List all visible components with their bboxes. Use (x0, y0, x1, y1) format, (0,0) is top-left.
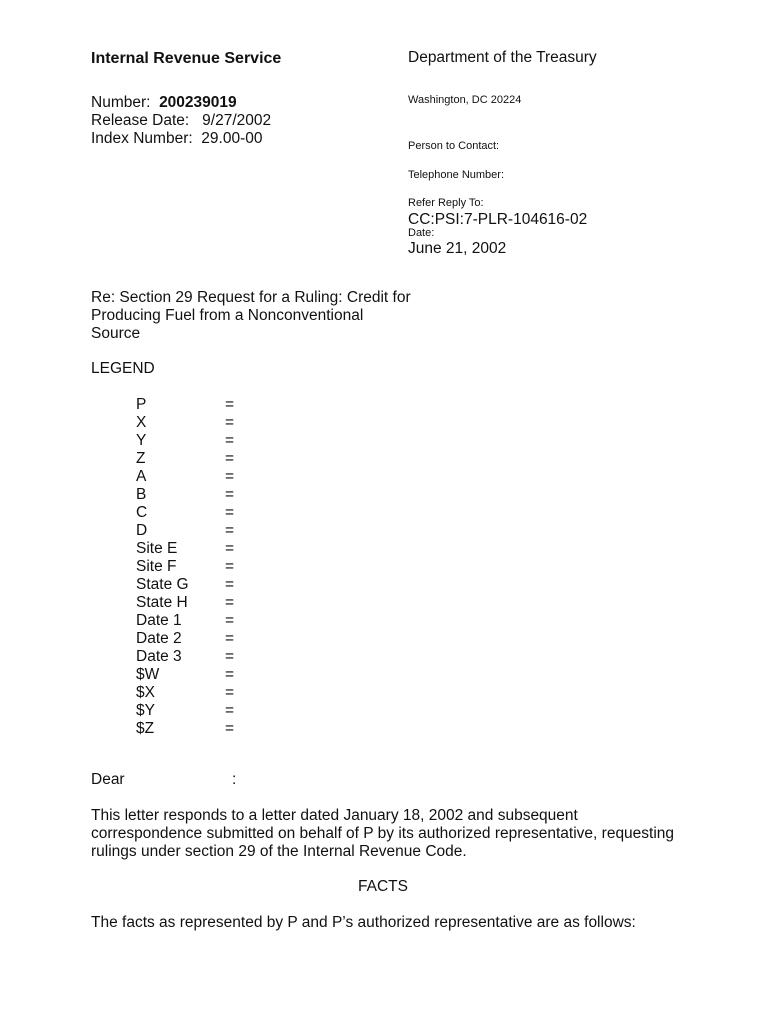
legend-equals: = (225, 612, 235, 629)
body-p1-line3: rulings under section 29 of the Internal Revenue Code. (91, 843, 467, 860)
department-name: Department of the Treasury (408, 49, 597, 66)
index-label: Index Number: (91, 130, 193, 147)
legend-key: Date 2 (136, 630, 182, 647)
legend-key: Site F (136, 558, 177, 575)
legend-key: D (136, 522, 148, 539)
legend-equals: = (225, 522, 235, 539)
legend-equals: = (225, 450, 235, 467)
release-label: Release Date: (91, 112, 190, 129)
legend-equals: = (225, 720, 235, 737)
legend-title: LEGEND (91, 360, 155, 377)
subject-line-3: Source (91, 325, 141, 342)
legend-key: Date 3 (136, 648, 182, 665)
salutation-colon: : (232, 771, 237, 788)
legend-equals: = (225, 468, 235, 485)
legend-key: X (136, 414, 147, 431)
legend-key: $X (136, 684, 155, 701)
number-label: Number: (91, 94, 151, 111)
legend-key: Z (136, 450, 146, 467)
body-p2: The facts as represented by P and P’s authorized representative are as follows: (91, 914, 636, 931)
legend-equals: = (225, 396, 235, 413)
legend-key: A (136, 468, 147, 485)
legend-equals: = (225, 486, 235, 503)
legend-key: B (136, 486, 147, 503)
subject-line-1: Re: Section 29 Request for a Ruling: Credit for (91, 289, 411, 306)
contact-label: Person to Contact: (408, 140, 500, 152)
legend-key: $Y (136, 702, 155, 719)
legend-key: C (136, 504, 148, 521)
refer-reply-value: CC:PSI:7-PLR-104616-02 (408, 211, 588, 228)
index-value: 29.00-00 (201, 130, 263, 147)
legend-equals: = (225, 666, 235, 683)
legend-key: $Z (136, 720, 155, 737)
salutation: Dear (91, 771, 125, 788)
legend-equals: = (225, 576, 235, 593)
release-date-line (91, 112, 271, 130)
legend-equals: = (225, 702, 235, 719)
legend-equals: = (225, 648, 235, 665)
number-line (91, 94, 237, 112)
legend-equals: = (225, 540, 235, 557)
legend-equals: = (225, 594, 235, 611)
refer-reply-label: Refer Reply To: (408, 197, 484, 209)
telephone-label: Telephone Number: (408, 169, 505, 181)
legend-equals: = (225, 558, 235, 575)
address: Washington, DC 20224 (408, 94, 522, 106)
date-label: Date: (408, 227, 435, 239)
legend-key: Y (136, 432, 147, 449)
subject-line-2: Producing Fuel from a Nonconventional (91, 307, 364, 324)
legend-key: $W (136, 666, 160, 683)
agency-name: Internal Revenue Service (91, 50, 282, 67)
body-p1-line1: This letter responds to a letter dated January 18, 2002 and subsequent (91, 807, 578, 824)
legend-key: Site E (136, 540, 178, 557)
body-p1-line2: correspondence submitted on behalf of P by its authorized representative, requesting (91, 825, 675, 842)
date-value: June 21, 2002 (408, 240, 507, 257)
legend-equals: = (225, 630, 235, 647)
legend-equals: = (225, 504, 235, 521)
legend-key: State G (136, 576, 189, 593)
legend-equals: = (225, 432, 235, 449)
facts-heading: FACTS (358, 878, 408, 895)
number-value: 200239019 (159, 94, 237, 111)
index-number-line (91, 130, 263, 148)
legend-key: State H (136, 594, 188, 611)
legend-key: Date 1 (136, 612, 182, 629)
legend-equals: = (225, 684, 235, 701)
legend-key: P (136, 396, 147, 413)
release-value: 9/27/2002 (202, 112, 272, 129)
legend-equals: = (225, 414, 235, 431)
